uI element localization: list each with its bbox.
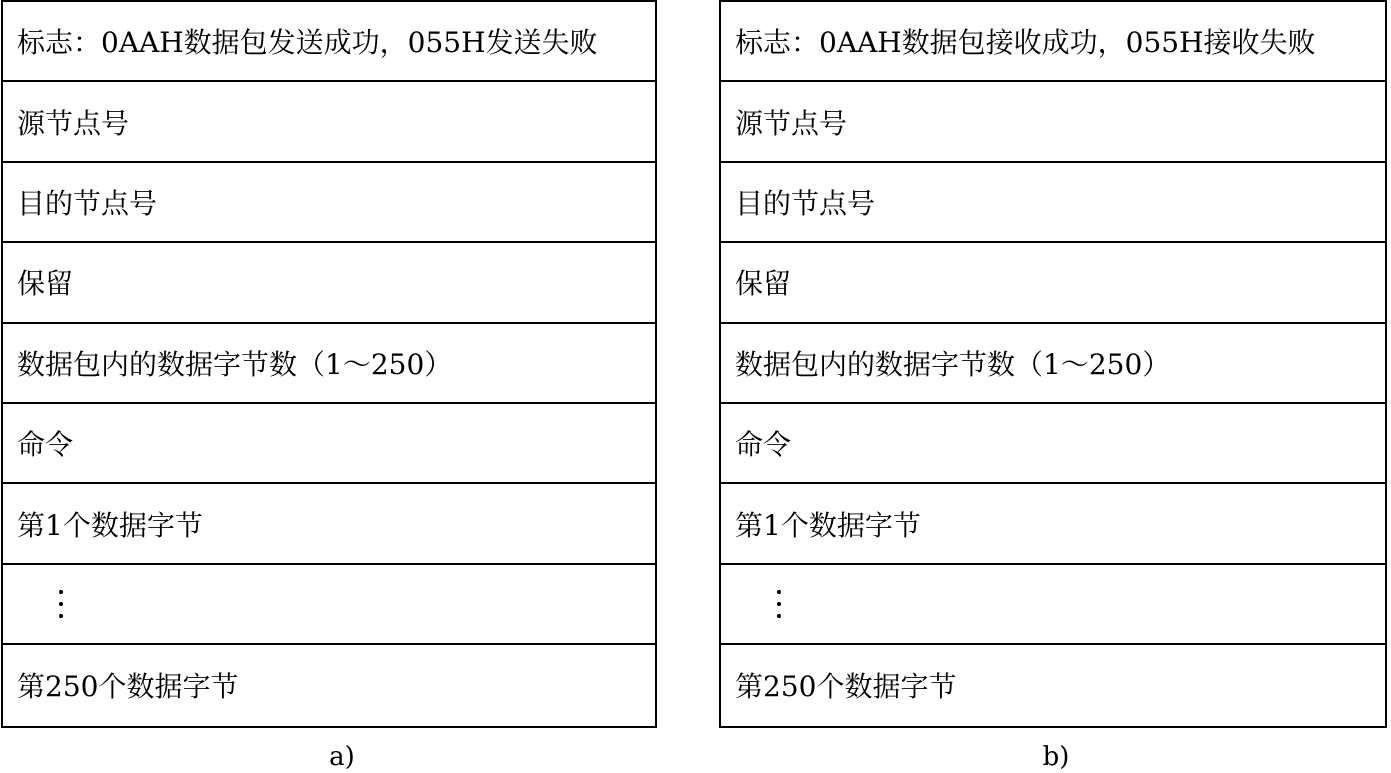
ellipsis-row — [721, 565, 1385, 645]
last-data-byte-row — [721, 645, 1385, 725]
first-data-byte-label: 第1个数据字节 — [735, 508, 921, 542]
byte-count-label: 数据包内的数据字节数（1～250） — [735, 347, 1171, 381]
receive-packet-format-table — [719, 0, 1387, 728]
flag-row — [3, 2, 655, 82]
command-row — [721, 404, 1385, 484]
first-data-byte-row — [721, 484, 1385, 564]
last-data-byte-label: 第250个数据字节 — [735, 670, 957, 704]
send-packet-format-table — [1, 0, 657, 728]
command-row — [3, 404, 655, 484]
first-data-byte-label: 第1个数据字节 — [17, 508, 203, 542]
byte-count-label: 数据包内的数据字节数（1～250） — [17, 347, 453, 381]
ellipsis-row — [3, 565, 655, 645]
reserved-label: 保留 — [735, 267, 792, 301]
flag-row — [721, 2, 1385, 82]
source-node-row — [721, 82, 1385, 162]
reserved-label: 保留 — [17, 267, 74, 301]
reserved-row — [721, 243, 1385, 323]
reserved-row — [3, 243, 655, 323]
last-data-byte-row — [3, 645, 655, 725]
source-node-label: 源节点号 — [17, 106, 130, 140]
caption-a: a) — [329, 742, 355, 772]
destination-node-row — [3, 163, 655, 243]
source-node-label: 源节点号 — [735, 106, 848, 140]
byte-count-row — [3, 324, 655, 404]
flag-label: 标志：0AAH数据包接收成功，055H接收失败 — [735, 26, 1316, 60]
command-label: 命令 — [17, 428, 74, 462]
vertical-ellipsis-icon — [769, 584, 789, 624]
caption-b: b) — [1042, 742, 1070, 772]
last-data-byte-label: 第250个数据字节 — [17, 670, 239, 704]
vertical-ellipsis-icon — [51, 584, 71, 624]
source-node-row — [3, 82, 655, 162]
command-label: 命令 — [735, 428, 792, 462]
flag-label: 标志：0AAH数据包发送成功，055H发送失败 — [17, 26, 598, 60]
byte-count-row — [721, 324, 1385, 404]
destination-node-label: 目的节点号 — [735, 186, 876, 220]
destination-node-label: 目的节点号 — [17, 186, 158, 220]
first-data-byte-row — [3, 484, 655, 564]
destination-node-row — [721, 163, 1385, 243]
